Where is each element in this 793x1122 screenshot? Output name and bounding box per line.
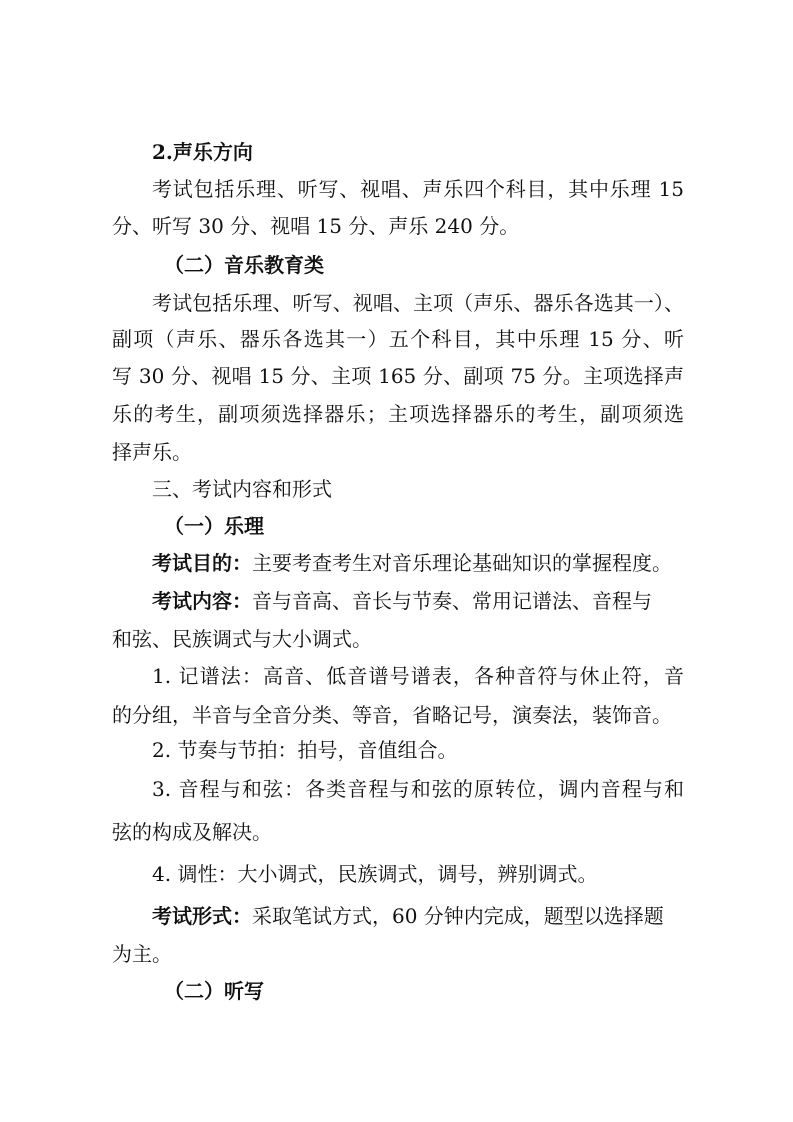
exam-goal-text: 主要考查考生对音乐理论基础知识的掌握程度。 bbox=[252, 551, 672, 575]
paragraph-line: 和弦、民族调式与大小调式。 bbox=[112, 627, 372, 651]
exam-form-text: 采取笔试方式，60 分钟内完成，题型以选择题 bbox=[252, 904, 664, 928]
exam-content-label: 考试内容： bbox=[152, 589, 252, 613]
exam-content bbox=[152, 589, 732, 613]
list-item: 3. 音程与和弦：各类音程与和弦的原转位，调内音程与和 bbox=[152, 777, 684, 801]
exam-goal-label: 考试目的： bbox=[152, 551, 252, 575]
list-item: 1. 记谱法：高音、低音谱号谱表，各种音符与休止符，音 bbox=[152, 664, 684, 688]
section-heading-content-form: 三、考试内容和形式 bbox=[152, 477, 332, 501]
section-heading-vocal: 2.声乐方向 bbox=[152, 140, 253, 164]
paragraph-line: 弦的构成及解决。 bbox=[112, 820, 272, 844]
list-item: 2. 节奏与节拍：拍号，音值组合。 bbox=[152, 738, 458, 762]
section-heading-music-education: （二）音乐教育类 bbox=[164, 253, 324, 277]
paragraph-line: 的分组，半音与全音分类、等音，省略记号，演奏法，装饰音。 bbox=[112, 703, 672, 727]
paragraph-line: 择声乐。 bbox=[112, 440, 192, 464]
paragraph-line: 乐的考生，副项须选择器乐；主项选择器乐的考生，副项须选 bbox=[112, 402, 684, 426]
paragraph-line: 考试包括乐理、听写、视唱、声乐四个科目，其中乐理 15 bbox=[152, 177, 684, 201]
paragraph-line: 考试包括乐理、听写、视唱、主项（声乐、器乐各选其一）、 bbox=[152, 291, 684, 315]
paragraph-line: 写 30 分、视唱 15 分、主项 165 分、副项 75 分。主项选择声 bbox=[112, 364, 684, 388]
list-item: 4. 调性：大小调式，民族调式，调号，辨别调式。 bbox=[152, 862, 598, 886]
paragraph-line: 为主。 bbox=[112, 942, 172, 966]
exam-goal bbox=[152, 551, 732, 575]
paragraph-line: 分、听写 30 分、视唱 15 分、声乐 240 分。 bbox=[112, 214, 520, 238]
exam-form-label: 考试形式： bbox=[152, 904, 252, 928]
paragraph-line: 副项（声乐、器乐各选其一）五个科目，其中乐理 15 分、听 bbox=[112, 327, 684, 351]
exam-form bbox=[152, 904, 732, 928]
exam-content-text: 音与音高、音长与节奏、常用记谱法、音程与 bbox=[252, 589, 652, 613]
subsection-heading-dictation: （二）听写 bbox=[164, 979, 264, 1003]
subsection-heading-theory: （一）乐理 bbox=[164, 514, 264, 538]
